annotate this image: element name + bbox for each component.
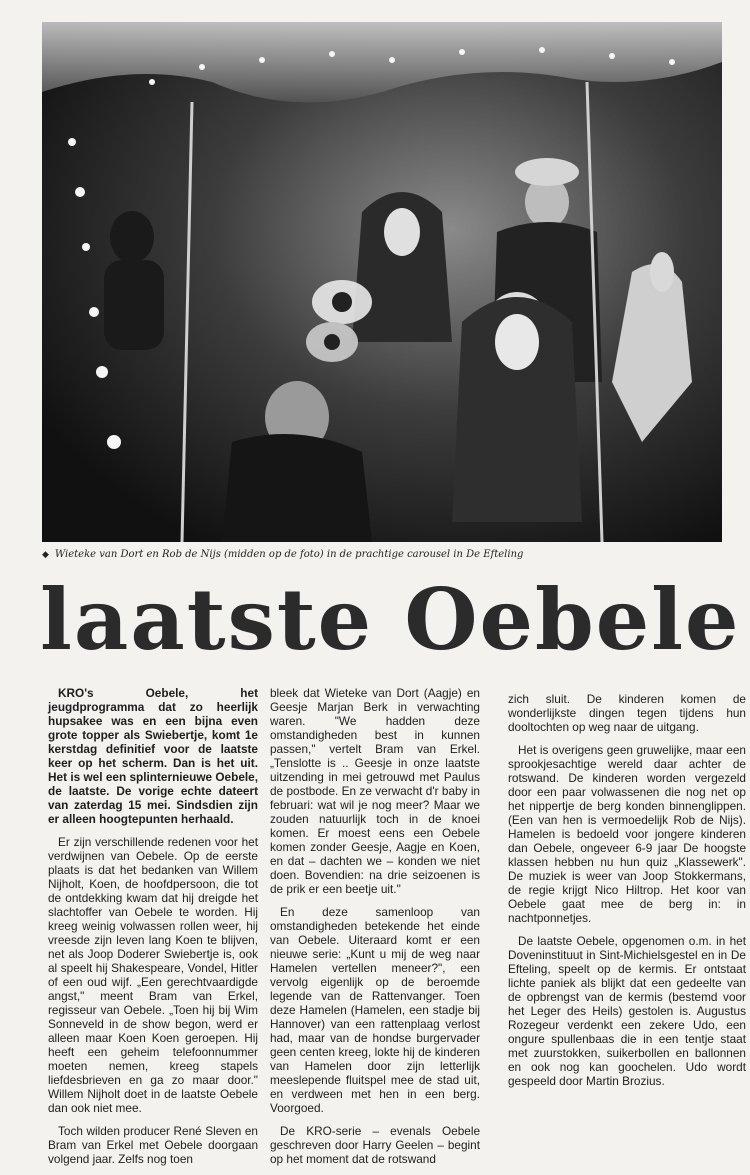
column-3 [508, 692, 746, 1097]
headline: laatste Oebele [40, 570, 741, 669]
paragraph: De laatste Oebele, opgenomen o.m. in het Doveninstituut in Sint-Michielsgestel en in De Efteling, speelt op de kermis. Er ontstaat lichte paniek als blijkt dat een gedeelte van de opbrengst van de kermis (bestemd voor het Leger des Heils) gestolen is. Augustus Rozegeur verdenkt een zekere Udo, een ongure spullenbaas die in een tentje staat met zuurstokken, suikerbollen en ballonnen en ook nog kan goochelen. Udo wordt gespeeld door Martin Brozius. [508, 934, 746, 1088]
paragraph: Toch wilden producer René Sleven en Bram van Erkel met Oebele doorgaan volgend jaar. Zelfs nog toen [48, 1124, 258, 1166]
paragraph: Het is overigens geen gruwelijke, maar een sprookjesachtige wereld daar achter de rotswand. De kinderen worden vergezeld door een paar volwassenen die nog net op het nippertje de berg konden binnenglippen. (Een van hen is vermoedelijk Rob de Nijs). Hamelen is bedoeld voor jongere kinderen dan Oebele, ongeveer 6-9 jaar De hoogste klassen hebben nu hun quiz „Klassewerk". De muziek is weer van Joop Stokkermans, de regie krijgt Nico Hiltrop. Het koor van Oebele gaat mee de berg in: in nachtponnetjes. [508, 743, 746, 925]
paragraph: Er zijn verschillende redenen voor het verdwijnen van Oebele. Op de eerste plaats is dat het bedanken van Willem Nijholt, Koen, de hoofdpersoon, die tot de ontdekking kwam dat hij dreigde het slachtoffer van Oebele te worden. Hij kreeg weinig volwassen rollen weer, hij vreesde zijn leven lang Koen te blijven, net als Joop Doderer Swiebertje is, ook al speelt hij Shakespeare, Vondel, Hitler of een oud wijf. „Een gerechtvaardigde angst," meent Bram van Erkel, regisseur van Oebele. „Toen hij bij Wim Sonneveld in de show begon, werd er alleen maar Koen Koen geroepen. Hij heeft een geheim telefoonnummer moeten nemen, kreeg stapels liefdesbrieven en ga zo maar door." Willem Nijholt doet in de laatste Oebele dan ook niet mee. [48, 835, 258, 1115]
caption-bullet-icon: ◆ [42, 550, 49, 560]
column-2 [270, 686, 480, 1175]
column-1 [48, 686, 258, 1175]
paragraph: De KRO-serie – evenals Oebele geschreven door Harry Geelen – begint op het moment dat de rotswand [270, 1124, 480, 1166]
carousel-photo-image [42, 22, 722, 542]
carousel-photo [42, 22, 722, 542]
paragraph: bleek dat Wieteke van Dort (Aagje) en Geesje Marjan Berk in verwachting waren. "We hadden deze omstandigheden best in kunnen passen," vertelt Bram van Erkel. „Tenslotte is .. Geesje in onze laatste uitzending in mei getrouwd met Paulus de postbode. En ze verwacht d'r baby in februari: wat wil je nog meer? Maar we zouden natuurlijk toch in de knoei komen. Er moest eens een Oebele komen zonder Geesje, Aagje en Koen, en dat – dachten we – konden we niet doen. Bovendien: na drie seizoenen is de prik er een beetje uit." [270, 686, 480, 896]
paragraph: zich sluit. De kinderen komen de wonderlijkste dingen tegen tijdens hun dooltochten op weg naar de uitgang. [508, 692, 746, 734]
article-body [48, 686, 746, 1166]
lead-paragraph: KRO's Oebele, het jeugdprogramma dat zo heerlijk hupsakee was en een bijna even grote topper als Swiebertje, komt 1e kerstdag definitief voor de laatste keer op het scherm. Dan is het uit. Het is wel een splinternieuwe Oebele, de laatste. De vorige echte dateert van zaterdag 15 mei. Sindsdien zijn er alleen hoogtepunten herhaald. [48, 686, 258, 826]
caption-text: Wieteke van Dort en Rob de Nijs (midden op de foto) in de prachtige carousel in De Efteling [54, 549, 524, 560]
photo-caption [42, 549, 722, 561]
paragraph: En deze samenloop van omstandigheden betekende het einde van Oebele. Uiteraard komt er een nieuwe serie: „Kunt u mij de weg naar Hamelen vertellen meneer?", een vervolg eigenlijk op de beroemde legende van de Rattenvanger. Toen deze Hamelen (Hamelen, een stadje bij Hannover) van een rattenplaag verlost had, maar van de hondse burgervader geen centen kreeg, lokte hij de kinderen van Hamelen door zijn letterlijk meeslepende fluitspel mee de stad uit, en verdween met hen in een berg. Voorgoed. [270, 905, 480, 1115]
